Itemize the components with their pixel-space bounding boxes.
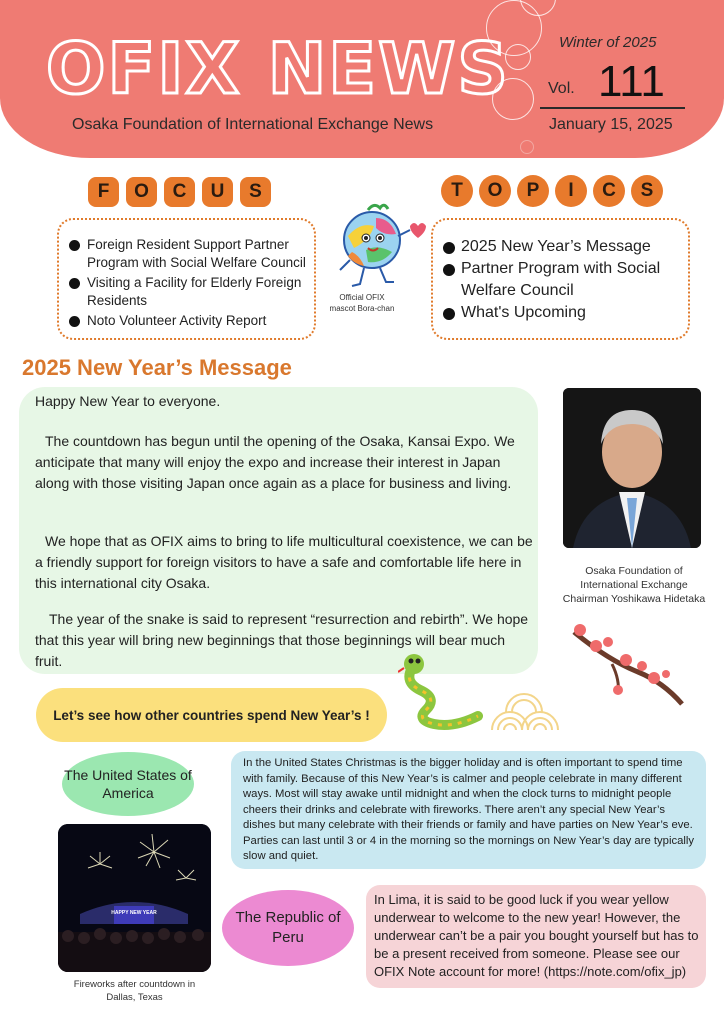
message-paragraph: Happy New Year to everyone. [35, 393, 221, 409]
issue-date: January 15, 2025 [549, 116, 673, 133]
photo-caption: Osaka Foundation of International Exchange Chairman Yoshikawa Hidetaka [562, 565, 706, 605]
message-paragraph: The countdown has begun until the opening of the Osaka, Kansai Expo. We anticipate that many will enjoy the expo and increase their interest in Japan along with those visiting Japan once again as a place for business and living. [35, 433, 515, 491]
topics-item[interactable]: 2025 New Year’s Message [441, 236, 685, 258]
snake-icon [398, 650, 498, 730]
topics-letter: O [479, 175, 511, 207]
peru-label: The Republic of Peru [222, 890, 354, 966]
focus-list [67, 236, 315, 330]
divider [540, 107, 685, 109]
topics-letter: S [631, 175, 663, 207]
plum-blossom-icon [568, 620, 688, 708]
focus-item[interactable]: Noto Volunteer Activity Report [67, 312, 315, 330]
org-name: Osaka Foundation of International Exchange News [72, 116, 434, 133]
mascot-image [330, 200, 430, 290]
topics-letter: P [517, 175, 549, 207]
topics-item[interactable]: What's Upcoming [441, 302, 685, 324]
focus-letter: U [202, 177, 233, 207]
mascot-caption: Official OFIX mascot Bora-chan [329, 293, 395, 313]
peru-info-box [366, 885, 706, 988]
volume-number: 111 [598, 57, 665, 106]
message-paragraph: We hope that as OFIX aims to bring to life multicultural coexistence, we can be a friendly support for foreign visitors to have a safe and comfortable life here in this international city Osaka. [35, 533, 533, 591]
sign-text: HAPPY NEW YEAR [111, 910, 157, 916]
countries-heading: Let’s see how other countries spend New Year’s ! [36, 688, 387, 742]
focus-letter: C [164, 177, 195, 207]
topics-box [431, 218, 690, 340]
peru-text: In Lima, it is said to be good luck if you wear yellow underwear to welcome to the new year! However, the underwear can’t be a pair you bought yourself but has to be a present received from someone. Please see our OFIX Note account for more! (https://note.com/ofix_jp) [374, 892, 699, 979]
issue-season: Winter of 2025 [559, 34, 657, 51]
message-paragraph: The year of the snake is said to represent “resurrection and rebirth”. We hope that this year will bring new beginnings that those beginnings will bear much fruit. [35, 611, 529, 669]
topics-heading [441, 175, 663, 207]
topics-list [441, 236, 685, 324]
message-box [19, 387, 538, 674]
volume-label: Vol. [548, 80, 575, 97]
topics-letter: I [555, 175, 587, 207]
globe-mascot-icon [330, 200, 430, 290]
focus-letter: O [126, 177, 157, 207]
focus-heading [88, 177, 271, 207]
focus-item[interactable]: Visiting a Facility for Elderly Foreign Residents [67, 274, 315, 310]
header-banner [0, 0, 724, 158]
usa-label: The United States of America [62, 752, 194, 816]
fireworks-image [58, 824, 211, 972]
usa-info-box [231, 751, 706, 869]
topics-letter: C [593, 175, 625, 207]
focus-item[interactable]: Foreign Resident Support Partner Program with Social Welfare Council [67, 236, 315, 272]
masthead-title: OFIX NEWS [46, 28, 510, 110]
fireworks-caption: Fireworks after countdown in Dallas, Texas [73, 979, 196, 1003]
chairman-photo [563, 388, 701, 548]
focus-letter: S [240, 177, 271, 207]
focus-letter: F [88, 177, 119, 207]
section-title: 2025 New Year’s Message [22, 355, 292, 380]
wave-pattern-decoration [488, 680, 562, 732]
topics-item[interactable]: Partner Program with Social Welfare Council [441, 258, 685, 302]
bubble-decoration [520, 140, 534, 154]
focus-box [57, 218, 316, 340]
fireworks-photo [58, 824, 211, 972]
topics-letter: T [441, 175, 473, 207]
portrait-image [563, 388, 701, 548]
usa-text: In the United States Christmas is the bigger holiday and is often important to spend time with family. Because of this New Year’s is calmer and people celebrate in many different ways. Most will stay awake until midnight and when the clock turns to midnight people cheers their drinks and celebrate with fireworks. There aren’t any special New Year’s dishes but many celebrate with their friends or family and have parties on New Year’s eve. Parties can last until 3 or 4 in the morning so the mornings on New Year’s day are typically slow and quiet. [243, 757, 695, 862]
